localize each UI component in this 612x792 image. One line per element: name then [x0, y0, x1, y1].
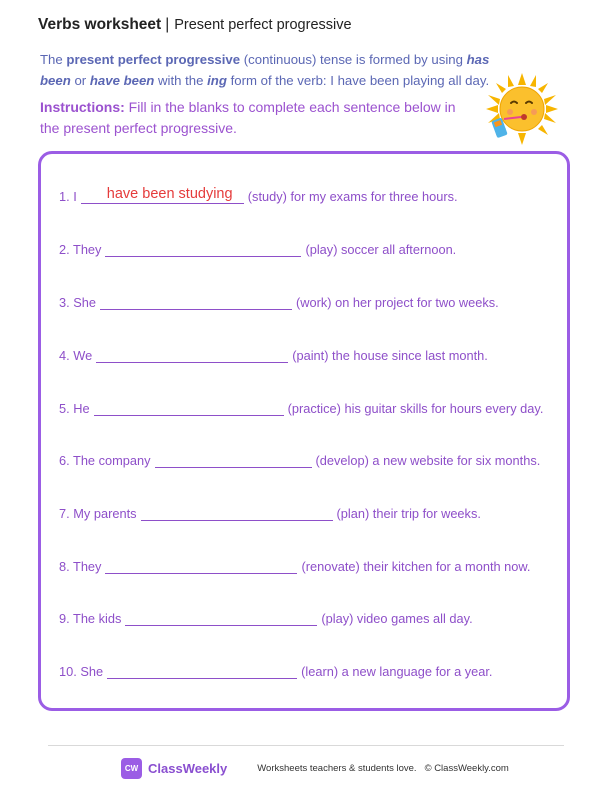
- question-prefix: 3. She: [59, 295, 96, 310]
- intro-text: with the: [154, 73, 208, 88]
- question-prefix: 5. He: [59, 401, 90, 416]
- worksheet-header: [38, 16, 352, 34]
- question-row: [59, 288, 499, 310]
- worksheet-title: Verbs worksheet: [38, 16, 162, 33]
- answer-blank[interactable]: [141, 504, 333, 521]
- question-prefix: 10. She: [59, 664, 104, 679]
- question-prefix: 2. They: [59, 242, 102, 257]
- answer-blank[interactable]: [105, 557, 297, 574]
- question-row: [59, 446, 540, 468]
- question-suffix: (play) soccer all afternoon.: [305, 242, 457, 257]
- classweekly-logo: CW: [121, 758, 142, 779]
- intro-term-have-been: have been: [89, 73, 155, 88]
- answer-blank[interactable]: [81, 187, 244, 204]
- question-prefix: 4. We: [59, 348, 93, 363]
- intro-term-tense: present perfect progressive: [66, 52, 241, 67]
- question-suffix: (learn) a new language for a year.: [301, 664, 493, 679]
- intro-text: or: [70, 73, 90, 88]
- question-row: [59, 341, 488, 363]
- footer-copyright: © ClassWeekly.com: [424, 763, 509, 774]
- question-row: [59, 499, 481, 521]
- instructions-text: Fill in the blanks to complete each sentence below in the present perfect progressive.: [40, 99, 456, 136]
- question-row: [59, 394, 543, 416]
- intro-term-ing: ing: [207, 73, 227, 88]
- question-prefix: 6. The company: [59, 453, 151, 468]
- question-suffix: (develop) a new website for six months.: [315, 453, 541, 468]
- answer-blank[interactable]: [105, 240, 301, 257]
- intro-term-has-been: has been: [40, 52, 490, 88]
- answer-blank[interactable]: [100, 293, 292, 310]
- footer: [121, 758, 509, 779]
- question-row: [59, 604, 473, 626]
- footer-divider: [48, 745, 564, 746]
- answer-blank[interactable]: [125, 609, 317, 626]
- header-separator: |: [165, 16, 170, 33]
- question-suffix: (play) video games all day.: [321, 611, 473, 626]
- instructions-label: Instructions:: [40, 99, 125, 115]
- question-suffix: (work) on her project for two weeks.: [296, 295, 499, 310]
- answer-blank[interactable]: [107, 662, 297, 679]
- answer-blank[interactable]: [155, 451, 312, 468]
- question-row: [59, 235, 456, 257]
- question-suffix: (study) for my exams for three hours.: [247, 189, 458, 204]
- question-suffix: (renovate) their kitchen for a month now.: [301, 559, 531, 574]
- question-prefix: 1. I: [59, 189, 77, 204]
- intro-text: form of the verb: I have been playing all day.: [226, 73, 490, 88]
- brand-name: ClassWeekly: [148, 761, 228, 776]
- intro-text: (continuous) tense is formed by using: [240, 52, 467, 67]
- question-row: [59, 657, 493, 679]
- instructions: [40, 97, 470, 139]
- question-prefix: 8. They: [59, 559, 102, 574]
- question-row: [59, 552, 531, 574]
- intro-paragraph: [40, 49, 500, 91]
- answer-blank[interactable]: [96, 346, 288, 363]
- sun-with-drink-icon: [484, 71, 560, 147]
- question-suffix: (plan) their trip for weeks.: [336, 506, 481, 521]
- footer-tagline: Worksheets teachers & students love.: [257, 763, 417, 774]
- question-prefix: 9. The kids: [59, 611, 122, 626]
- question-suffix: (paint) the house since last month.: [292, 348, 488, 363]
- worksheet-subtitle: Present perfect progressive: [174, 17, 352, 33]
- question-suffix: (practice) his guitar skills for hours every day.: [287, 401, 544, 416]
- answer-text: have been studying: [106, 186, 233, 202]
- intro-text: The: [40, 52, 67, 67]
- answer-blank[interactable]: [94, 399, 284, 416]
- question-row: [59, 182, 458, 204]
- question-prefix: 7. My parents: [59, 506, 137, 521]
